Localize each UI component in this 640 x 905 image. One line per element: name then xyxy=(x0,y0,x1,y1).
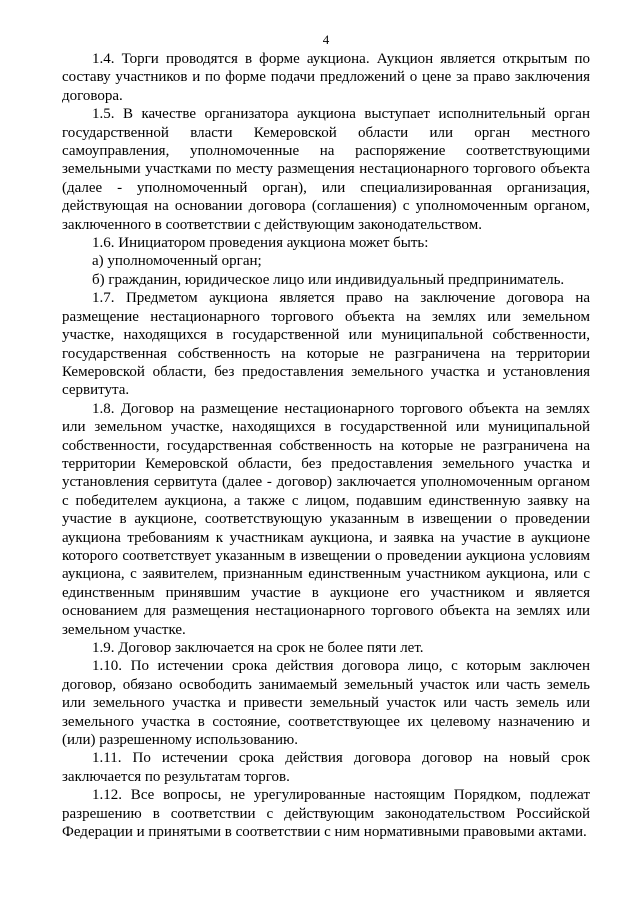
paragraph-1-12: 1.12. Все вопросы, не урегулированные настоящим Порядком, подлежат разрешению в соответствии с действующим законодательством Российской Федерации и принятыми в соответствии с ним нормативными правовыми актами. xyxy=(62,787,590,841)
page-number: 4 xyxy=(322,32,330,47)
paragraph-1-6: 1.6. Инициатором проведения аукциона может быть: xyxy=(92,235,429,252)
paragraph-1-11: 1.11. По истечении срока действия договора договор на новый срок заключается по результатам торгов. xyxy=(62,750,590,785)
list-item-b: б) гражданин, юридическое лицо или индивидуальный предприниматель. xyxy=(92,271,565,288)
paragraph-1-5: 1.5. В качестве организатора аукциона выступает исполнительный орган государственной власти Кемеровской области или орган местного самоуправления, уполномоченные на распоряжение соответствующими земельными участками по месту размещения нестационарного торгового объекта (далее - уполномоченный орган), или специализированная организация, действующая на основании договора (соглашения) с уполномоченным органом, заключенного в соответствии с действующим законодательством. xyxy=(62,106,590,233)
document-page xyxy=(62,31,590,841)
paragraph-1-9: 1.9. Договор заключается на срок не более пяти лет. xyxy=(92,640,424,656)
list-item-a: а) уполномоченный орган; xyxy=(92,253,262,270)
paragraph-1-10: 1.10. По истечении срока действия договора лицо, с которым заключен договор, обязано освободить занимаемый земельный участок или часть земель или земельного участка и привести земельный участок или часть земель или земельного участка в состояние, соответствующее их целевому назначению и (или) разрешенному использованию. xyxy=(62,658,590,749)
paragraph-1-4: 1.4. Торги проводятся в форме аукциона. Аукцион является открытым по составу участников и по форме подачи предложений о цене за право заключения договора. xyxy=(62,51,590,104)
paragraph-1-8: 1.8. Договор на размещение нестационарного торгового объекта на землях или земельном участке, находящихся в государственной или муниципальной собственности, государственная собственность на которые не разграничена на территории Кемеровской области, без предоставления земельного участка и установления сервитута (далее - договор) заключается уполномоченным органом с победителем аукциона, а также с лицом, подавшим единственную заявку на участие в аукционе, соответствующую указанным в извещении о проведении аукциона требованиям к участникам аукциона, и заявка на участие в аукционе которого соответствует указанным в извещении о проведении аукциона условиям аукциона, с заявителем, признанным единственным участником аукциона, или с единственным принявшим участие в аукционе его участником и является основанием для размещения нестационарного торгового объекта на землях или земельном участке. xyxy=(62,400,590,638)
paragraph-1-7: 1.7. Предметом аукциона является право на заключение договора на размещение нестационарного торгового объекта на землях или земельном участке, находящихся в государственной или муниципальной собственности, государственная собственность на которые не разграничена на территории Кемеровской области, без предоставления земельного участка и установления сервитута. xyxy=(62,290,590,399)
